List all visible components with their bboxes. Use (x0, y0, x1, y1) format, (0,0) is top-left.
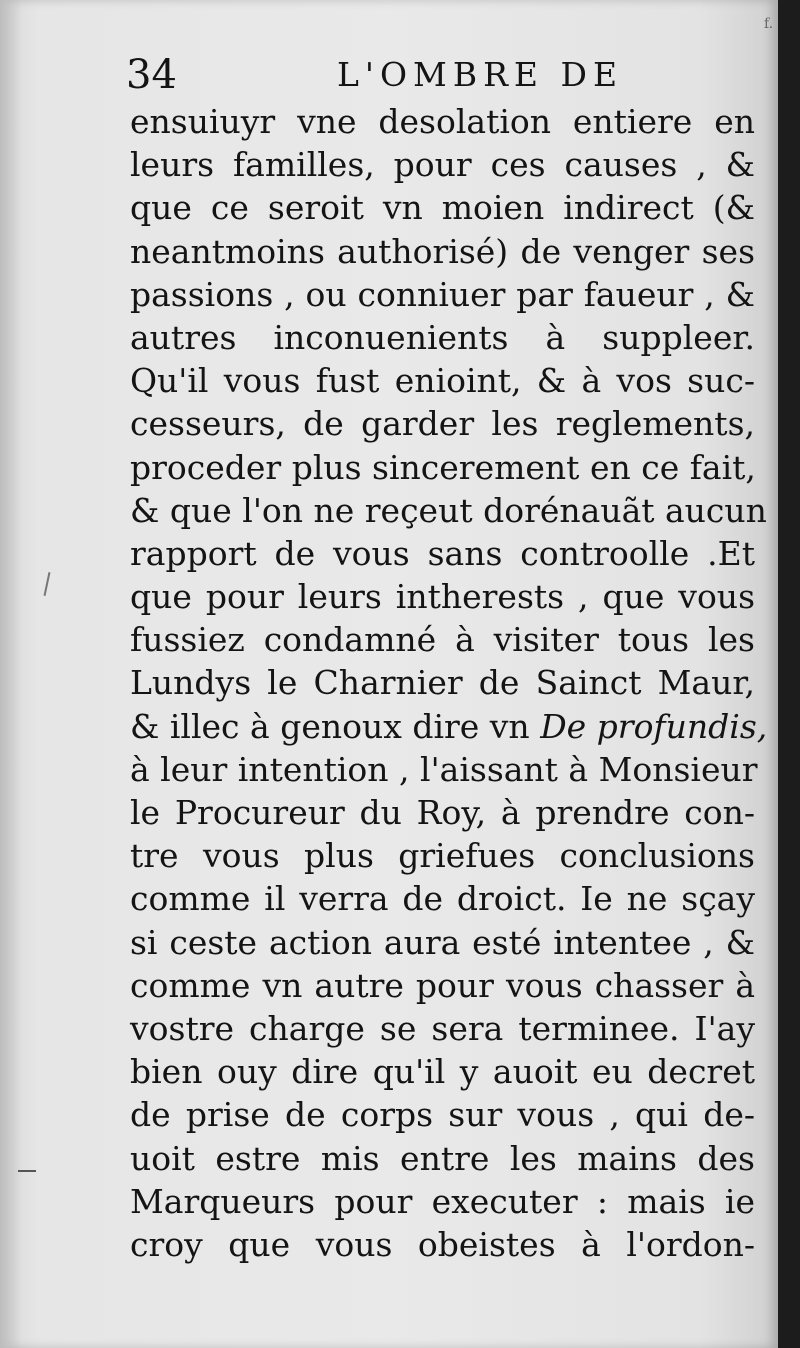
text-line: autres inconuenients à suppleer. (130, 317, 755, 357)
text-line: Lundys le Charnier de Sainct Maur, (130, 663, 755, 703)
text-line: fussiez condamné à visiter tous les (130, 620, 755, 660)
text-line (130, 705, 768, 748)
text-line: que ce seroit vn moien indirect (& (130, 188, 755, 228)
text-line: bien ouy dire qu'il y auoit eu decret (130, 1052, 755, 1092)
page-number: 34 (126, 52, 177, 98)
running-title: L'OMBRE DE (337, 55, 624, 94)
text-line: croy que vous obeistes à l'ordon- (130, 1224, 755, 1264)
text-line: proceder plus sincerement en ce fait, (130, 447, 756, 487)
body-text (130, 100, 768, 1266)
text-line: que pour leurs intherests , que vous (130, 577, 755, 617)
text-line: cesseurs, de garder les reglements, (130, 404, 755, 444)
text-line: rapport de vous sans controolle .Et (130, 533, 755, 573)
page-gutter-shadow (0, 0, 22, 1348)
text-line: & que l'on ne reçeut dorénauãt aucun (130, 490, 767, 530)
text-line: neantmoins authorisé) de venger ses (130, 231, 755, 271)
text-line: tre vous plus griefues conclusions (130, 836, 755, 876)
text-line: à leur intention , l'aissant à Monsieur (130, 749, 758, 789)
text-line: comme il verra de droict. Ie ne sçay (130, 879, 755, 919)
text-line-start: & illec à genoux dire vn (130, 706, 541, 746)
text-line: vostre charge se sera terminee. I'ay (130, 1008, 755, 1048)
text-line: comme vn autre pour vous chasser à (130, 965, 755, 1005)
text-line: ensuiuyr vne desolation entiere en (130, 102, 755, 141)
text-line: passions , ou conniuer par faueur , & (130, 274, 755, 314)
text-line: leurs familles, pour ces causes , & (130, 145, 755, 185)
text-line: Qu'il vous fust enioint, & à vos suc- (130, 361, 755, 401)
margin-annotation: f. (764, 16, 774, 32)
text-line: Marqueurs pour executer : mais ie (130, 1181, 755, 1221)
running-head (122, 50, 762, 100)
margin-dash-mark (18, 1170, 36, 1172)
text-line: de prise de corps sur vous , qui de- (130, 1095, 755, 1135)
latin-phrase-italic: De profundis, (540, 706, 768, 746)
text-line: si ceste action aura esté intentee , & (130, 922, 755, 962)
text-line: le Procureur du Roy, à prendre con- (130, 793, 755, 832)
text-line: uoit estre mis entre les mains des (130, 1138, 755, 1178)
